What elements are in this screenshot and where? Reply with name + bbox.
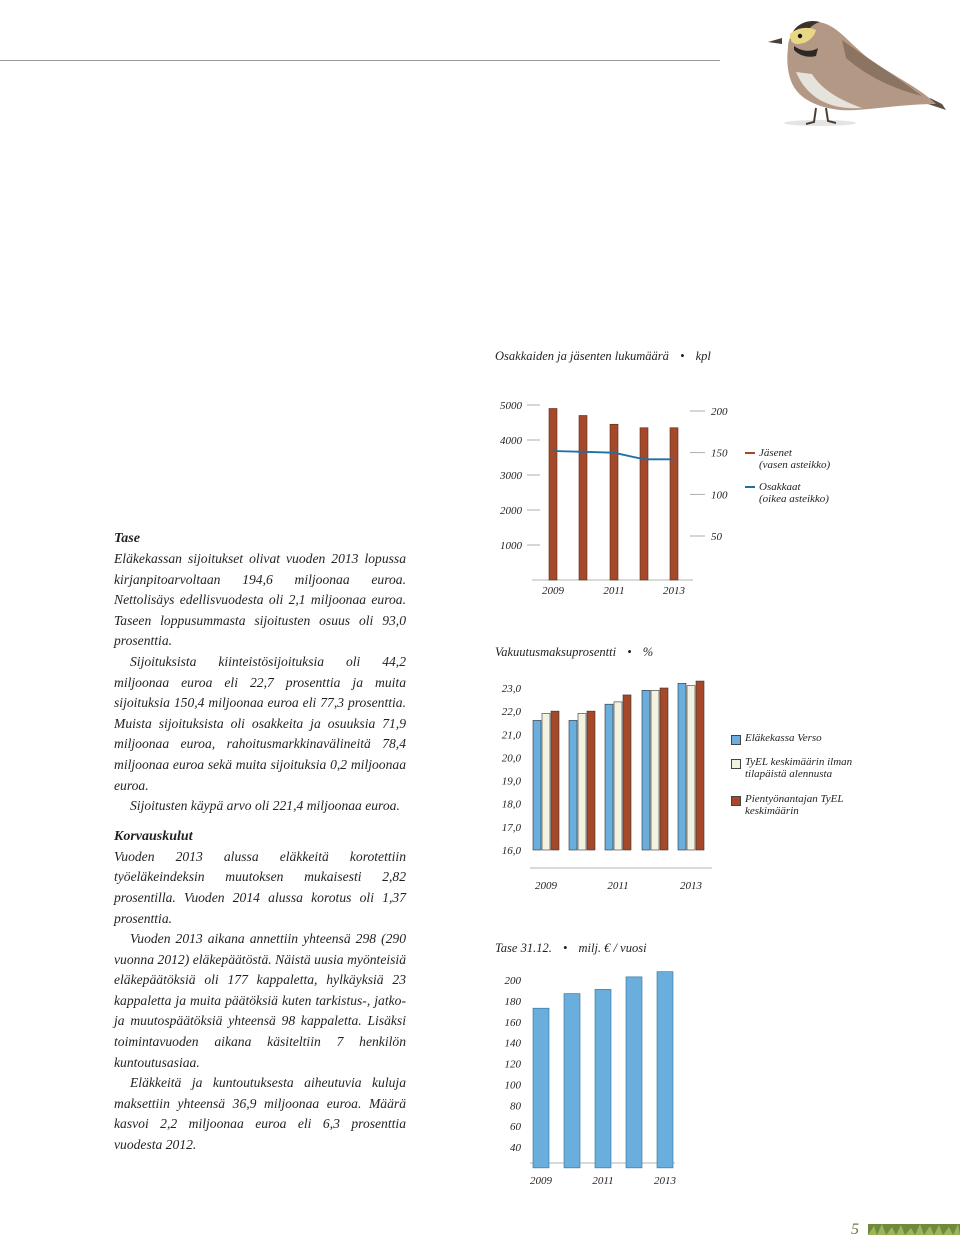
legend-label: Eläkekassa Verso [745,732,822,744]
y-tick-label: 21,0 [501,729,521,742]
paragraph: Eläkkeitä ja kuntoutuksesta aiheutuvia kuluja maksettiin yhteensä 36,9 miljoonaa euroa. Määrä kasvoi 2,2 miljoonaa euroa eli 6,3 prosenttia vuodesta 2012. [114,1075,406,1153]
legend-label: TyEL keskimäärin ilman tilapäistä alennusta [745,756,853,780]
bar-tyel [651,690,659,850]
bar-balance [595,989,611,1167]
bar-small-employer [551,711,559,850]
legend-label: Pientyönantajan TyEL keskimäärin [745,793,844,817]
bar-tyel [578,713,586,850]
bar-verso [642,690,650,850]
bar-verso [605,704,613,850]
bar-tyel [687,686,695,850]
bar-members [670,428,678,580]
chart3-title-text: Tase 31.12. [495,941,552,955]
page-number: 5 [851,1221,859,1238]
bar-small-employer [587,711,595,850]
x-tick-label: 2013 [654,1175,676,1187]
top-rule [0,60,720,61]
paragraph: Sijoitusten käypä arvo oli 221,4 miljoonaa euroa. [130,798,400,814]
y-tick-label: 20,0 [501,752,521,765]
chart2-title-text: Vakuutusmaksuprosentti [495,645,617,659]
bar-verso [533,720,541,850]
chart2-title: Vakuutusmaksuprosentti • % [495,645,654,659]
y-tick-label-left: 4000 [500,435,522,447]
body-text-column [114,529,406,1156]
y-tick-label: 40 [510,1142,521,1154]
y-tick-label: 180 [504,995,521,1008]
bar-small-employer [660,688,668,850]
bar-members [579,416,587,581]
y-tick-label-left: 2000 [500,505,522,517]
bar-balance [657,972,673,1168]
legend-label: Osakkaat (oikea asteikko) [759,481,829,505]
y-tick-label: 22,0 [501,706,521,719]
bar-tyel [542,713,550,850]
y-tick-label-right: 50 [711,531,722,543]
y-tick-label: 16,0 [501,845,521,857]
y-tick-label: 18,0 [501,798,521,811]
bar-members [610,424,618,580]
y-tick-label-right: 200 [711,406,728,418]
y-tick-label-right: 150 [711,447,728,460]
x-tick-label: 2011 [592,1175,614,1187]
x-tick-label: 2013 [680,880,702,892]
bar-balance [564,994,580,1168]
y-tick-label-left: 3000 [500,470,522,482]
x-tick-label: 2009 [530,1175,552,1187]
paragraph: Vuoden 2013 aikana annettiin yhteensä 298 (290 vuonna 2012) eläkepäätöstä. Näistä uusia myönteisiä eläkepäätöksiä oli 177 kappaletta, hylkäyksiä 23 kappaletta ja muita päätöksiä kuten tarkistus-, jatko- ja muutospäätöksiä yhteensä 98 kappaletta. Lisäksi toimintavuoden aikana käsiteltiin 7 henkilön kuntoutusasiaa. [114,931,406,1070]
bar-small-employer [696,681,704,850]
paragraph: Eläkekassan sijoitukset olivat vuoden 2013 lopussa kirjanpitoarvoltaan 194,6 miljoonaa euroa. Nettolisäys edellisvuodesta oli 2,1 miljoonaa euroa. Taseen loppusummasta sijoitusten osuus oli 93,0 prosenttia. [114,551,406,649]
section-heading-tase: Tase [114,531,140,546]
x-tick-label: 2011 [607,880,629,892]
y-tick-label: 60 [510,1121,521,1134]
footer-grass-band [868,1224,960,1235]
section-heading-korvauskulut: Korvauskulut [114,828,193,844]
chart3-title: Tase 31.12. • milj. € / vuosi [495,941,647,955]
x-tick-label: 2009 [535,880,557,892]
bar-tyel [614,702,622,850]
chart1-unit: kpl [695,349,711,363]
horned-lark-photo [760,0,960,130]
chart1-title-text: Osakkaiden ja jäsenten lukumäärä [495,349,669,363]
y-tick-label: 19,0 [501,775,521,788]
x-tick-label: 2011 [603,585,625,597]
y-tick-label-left: 1000 [500,540,522,552]
y-tick-label: 160 [504,1016,521,1029]
bar-verso [678,683,686,850]
y-tick-label-left: 5000 [500,400,522,412]
chart2-unit: % [642,645,654,659]
bar-balance [533,1008,549,1168]
chart1-title: Osakkaiden ja jäsenten lukumäärä • kpl [495,349,711,363]
legend-label: Jäsenet (vasen asteikko) [759,447,831,471]
bar-small-employer [623,695,631,850]
chart3-unit: milj. € / vuosi [578,941,647,955]
x-tick-label: 2013 [663,585,685,597]
y-tick-label-right: 100 [711,489,728,502]
bar-members [640,428,648,580]
y-tick-label: 140 [504,1037,521,1050]
y-tick-label: 120 [504,1058,521,1071]
line-shareholders [553,451,674,459]
bar-verso [569,720,577,850]
y-tick-label: 17,0 [501,821,521,834]
bar-members [549,409,557,581]
y-tick-label: 80 [510,1100,521,1113]
paragraph: Sijoituksista kiinteistösijoituksia oli 44,2 miljoonaa euroa eli 22,7 prosenttia ja muita sijoituksia 150,4 miljoonaa euroa eli 77,3 prosenttia. Muista sijoituksista oli osakkeita ja osuuksia 71,9 miljoonaa euroa, rahoitusmarkkinavälineitä 78,4 miljoonaa euroa sekä muita sijoituksia 0,2 miljoonaa euroa. [114,653,406,793]
y-tick-label: 23,0 [501,683,521,695]
y-tick-label: 100 [504,1079,521,1092]
x-tick-label: 2009 [542,585,564,597]
y-tick-label: 200 [504,975,521,987]
paragraph: Vuoden 2013 alussa eläkkeitä korotettiin työeläkeindeksin muutoksen mukaisesti 2,82 prosentilla. Vuoden 2014 alussa korotus oli 1,37 prosenttia. [114,848,406,926]
bar-balance [626,977,642,1168]
